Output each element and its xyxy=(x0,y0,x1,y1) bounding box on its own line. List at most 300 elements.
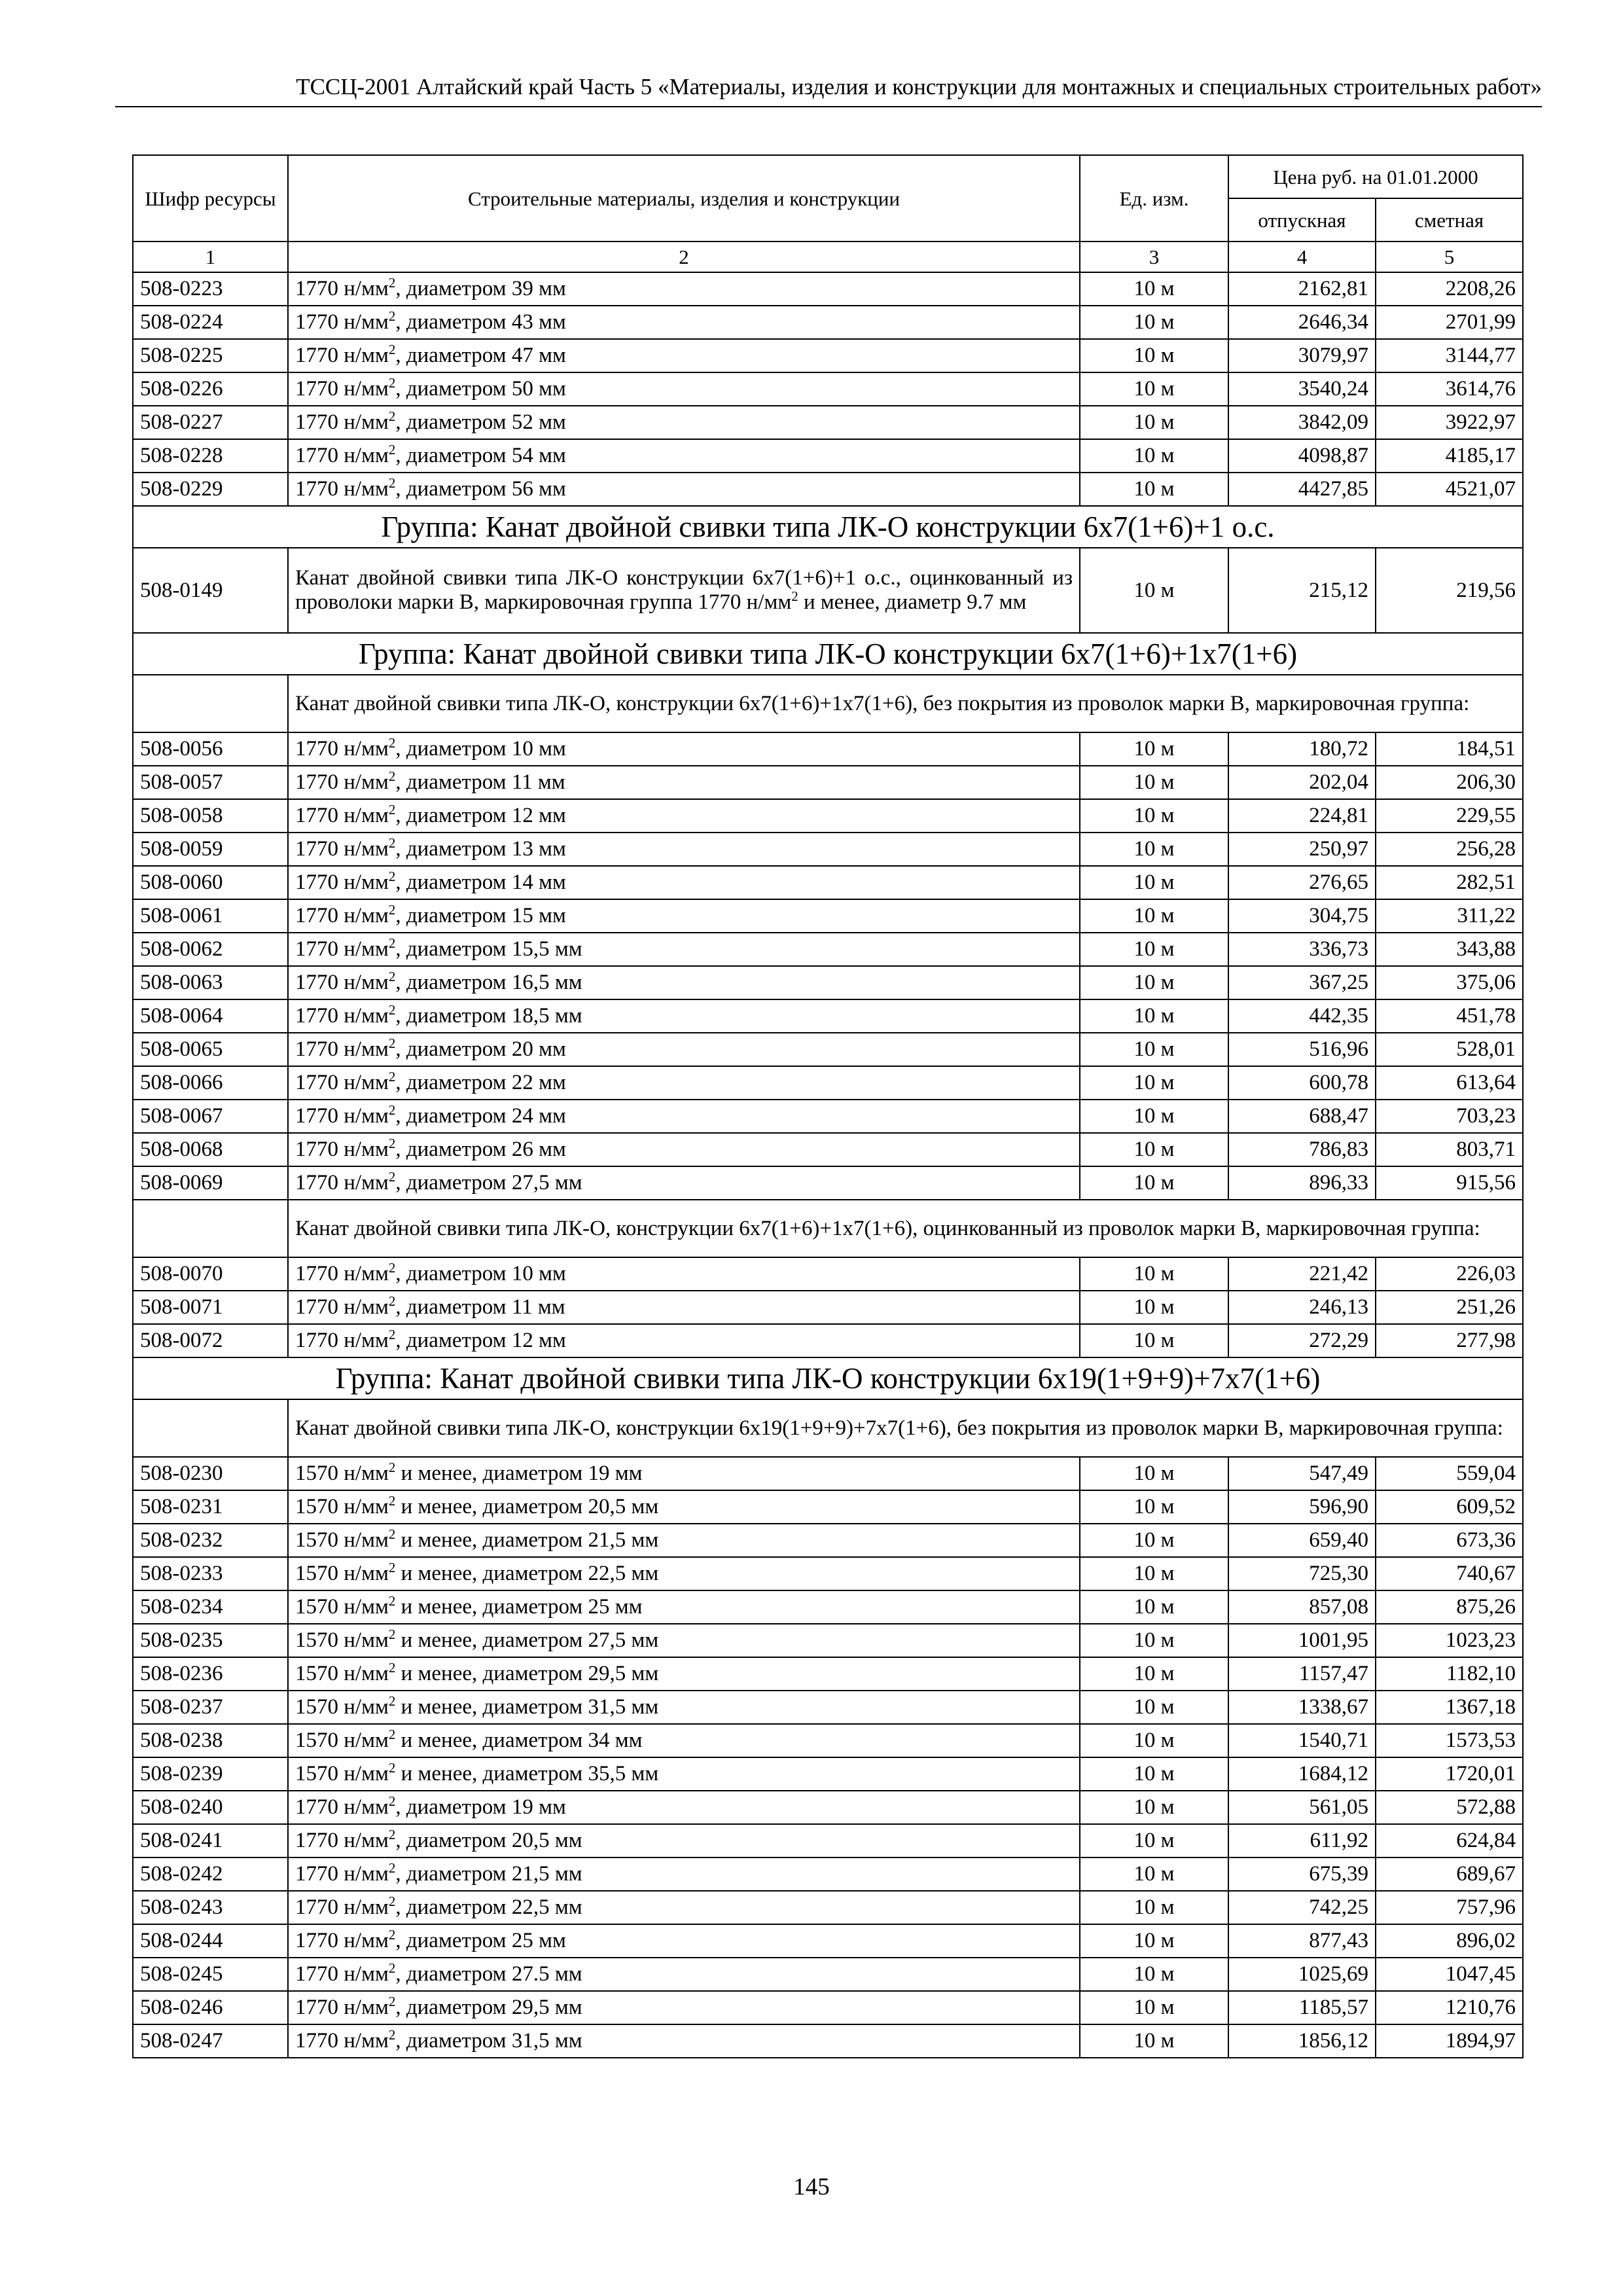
material-description xyxy=(288,1590,1080,1624)
release-price: 304,75 xyxy=(1228,899,1376,933)
estimate-price: 703,23 xyxy=(1376,1100,1523,1133)
description-text: и менее, диаметром 27,5 мм xyxy=(395,1628,659,1652)
estimate-price: 451,78 xyxy=(1376,999,1523,1033)
superscript: 2 xyxy=(388,442,396,457)
column-number: 2 xyxy=(288,242,1080,272)
subgroup-intro-row xyxy=(133,675,1523,732)
unit-cell: 10 м xyxy=(1080,406,1228,439)
superscript: 2 xyxy=(388,475,396,491)
estimate-price: 4185,17 xyxy=(1376,439,1523,473)
superscript: 2 xyxy=(388,935,396,951)
release-price: 611,92 xyxy=(1228,1824,1376,1857)
header-release-price: отпускная xyxy=(1228,198,1376,242)
superscript: 2 xyxy=(388,1793,396,1809)
description-text: , диаметром 47 мм xyxy=(395,344,566,367)
empty-cell xyxy=(133,1399,288,1457)
superscript: 2 xyxy=(388,1002,396,1018)
column-number: 4 xyxy=(1228,242,1376,272)
release-price: 1856,12 xyxy=(1228,2024,1376,2058)
description-text: , диаметром 39 мм xyxy=(395,277,566,300)
unit-cell: 10 м xyxy=(1080,1624,1228,1657)
estimate-price: 256,28 xyxy=(1376,833,1523,866)
description-text: 1570 н/мм xyxy=(295,1662,389,1685)
description-text: 1770 н/мм xyxy=(295,1037,389,1061)
material-description xyxy=(288,999,1080,1033)
table-row xyxy=(133,1100,1523,1133)
estimate-price: 226,03 xyxy=(1376,1257,1523,1291)
material-description xyxy=(288,1324,1080,1357)
superscript: 2 xyxy=(791,588,798,604)
superscript: 2 xyxy=(388,1069,396,1085)
material-description xyxy=(288,966,1080,999)
description-text: , диаметром 25 мм xyxy=(395,1929,566,1952)
description-text: , диаметром 27,5 мм xyxy=(395,1171,582,1194)
material-description xyxy=(288,1991,1080,2024)
resource-code: 508-0071 xyxy=(133,1291,288,1324)
material-description xyxy=(288,1490,1080,1524)
table-row xyxy=(133,732,1523,766)
group-heading: Группа: Канат двойной свивки типа ЛК-О конструкции 6х7(1+6)+1х7(1+6) xyxy=(133,633,1523,675)
estimate-price: 915,56 xyxy=(1376,1166,1523,1200)
estimate-price: 1720,01 xyxy=(1376,1757,1523,1791)
estimate-price: 689,67 xyxy=(1376,1857,1523,1891)
table-row xyxy=(133,1657,1523,1691)
resource-code: 508-0239 xyxy=(133,1757,288,1791)
unit-cell: 10 м xyxy=(1080,1557,1228,1590)
release-price: 367,25 xyxy=(1228,966,1376,999)
superscript: 2 xyxy=(388,1660,396,1676)
release-price: 675,39 xyxy=(1228,1857,1376,1891)
release-price: 786,83 xyxy=(1228,1133,1376,1166)
material-description xyxy=(288,406,1080,439)
description-text: и менее, диаметром 22,5 мм xyxy=(395,1562,659,1585)
empty-cell xyxy=(133,675,288,732)
table-row xyxy=(133,1524,1523,1557)
unit-cell: 10 м xyxy=(1080,306,1228,339)
description-text: и менее, диаметром 29,5 мм xyxy=(395,1662,659,1685)
material-description xyxy=(288,833,1080,866)
estimate-price: 1367,18 xyxy=(1376,1691,1523,1724)
estimate-price: 4521,07 xyxy=(1376,473,1523,506)
material-description xyxy=(288,1657,1080,1691)
superscript: 2 xyxy=(388,1327,396,1342)
release-price: 742,25 xyxy=(1228,1891,1376,1924)
description-text: и менее, диаметром 31,5 мм xyxy=(395,1695,659,1719)
release-price: 4098,87 xyxy=(1228,439,1376,473)
description-text: 1770 н/мм xyxy=(295,377,389,401)
header-price-group: Цена руб. на 01.01.2000 xyxy=(1228,155,1523,198)
resource-code: 508-0237 xyxy=(133,1691,288,1724)
superscript: 2 xyxy=(388,2027,396,2043)
table-row xyxy=(133,406,1523,439)
description-text: 1570 н/мм xyxy=(295,1495,389,1518)
estimate-price: 375,06 xyxy=(1376,966,1523,999)
superscript: 2 xyxy=(388,1994,396,2009)
description-text: , диаметром 27.5 мм xyxy=(395,1962,582,1986)
release-price: 1001,95 xyxy=(1228,1624,1376,1657)
material-description xyxy=(288,1924,1080,1958)
resource-code: 508-0057 xyxy=(133,766,288,799)
superscript: 2 xyxy=(388,1460,396,1475)
description-text: 1770 н/мм xyxy=(295,1929,389,1952)
subgroup-description: Канат двойной свивки типа ЛК-О, конструкции 6х7(1+6)+1х7(1+6), оцинкованный из проволок марки В, маркировочная группа: xyxy=(288,1200,1523,1257)
description-text: 1770 н/мм xyxy=(295,971,389,994)
material-description xyxy=(288,1457,1080,1490)
superscript: 2 xyxy=(388,1136,396,1151)
description-text: , диаметром 14 мм xyxy=(395,870,566,894)
table-row xyxy=(133,1457,1523,1490)
table-row xyxy=(133,1991,1523,2024)
description-text: , диаметром 20,5 мм xyxy=(395,1829,582,1852)
table-row xyxy=(133,899,1523,933)
description-text: и менее, диаметром 35,5 мм xyxy=(395,1762,659,1785)
subgroup-intro-row xyxy=(133,1200,1523,1257)
superscript: 2 xyxy=(388,308,396,324)
estimate-price: 1210,76 xyxy=(1376,1991,1523,2024)
table-row xyxy=(133,372,1523,406)
table-head xyxy=(133,155,1523,272)
description-text: 1770 н/мм xyxy=(295,1171,389,1194)
unit-cell: 10 м xyxy=(1080,548,1228,633)
material-description xyxy=(288,1100,1080,1133)
material-description xyxy=(288,1958,1080,1991)
resource-code: 508-0236 xyxy=(133,1657,288,1691)
description-text: 1770 н/мм xyxy=(295,770,389,794)
table-row xyxy=(133,339,1523,372)
release-price: 3540,24 xyxy=(1228,372,1376,406)
release-price: 272,29 xyxy=(1228,1324,1376,1357)
superscript: 2 xyxy=(388,1102,396,1118)
superscript: 2 xyxy=(388,1727,396,1742)
description-text: , диаметром 18,5 мм xyxy=(395,1004,582,1028)
description-text: 1770 н/мм xyxy=(295,1329,389,1352)
table-row xyxy=(133,766,1523,799)
description-text: 1770 н/мм xyxy=(295,737,389,761)
unit-cell: 10 м xyxy=(1080,833,1228,866)
description-text: 1770 н/мм xyxy=(295,1829,389,1852)
material-description xyxy=(288,766,1080,799)
release-price: 596,90 xyxy=(1228,1490,1376,1524)
resource-code: 508-0235 xyxy=(133,1624,288,1657)
description-text: 1570 н/мм xyxy=(295,1562,389,1585)
description-text: 1770 н/мм xyxy=(295,444,389,467)
column-number: 3 xyxy=(1080,242,1228,272)
resource-code: 508-0232 xyxy=(133,1524,288,1557)
table-row xyxy=(133,1891,1523,1924)
unit-cell: 10 м xyxy=(1080,732,1228,766)
material-description xyxy=(288,866,1080,899)
resource-code: 508-0233 xyxy=(133,1557,288,1590)
release-price: 1185,57 xyxy=(1228,1991,1376,2024)
description-text: 1570 н/мм xyxy=(295,1729,389,1752)
table-row xyxy=(133,1291,1523,1324)
material-description xyxy=(288,899,1080,933)
description-text: 1770 н/мм xyxy=(295,344,389,367)
table-row xyxy=(133,439,1523,473)
superscript: 2 xyxy=(388,375,396,391)
estimate-price: 803,71 xyxy=(1376,1133,1523,1166)
description-text: 1770 н/мм xyxy=(295,1004,389,1028)
material-description xyxy=(288,1724,1080,1757)
estimate-price: 229,55 xyxy=(1376,799,1523,833)
resource-code: 508-0149 xyxy=(133,548,288,633)
page-number: 145 xyxy=(793,2174,830,2200)
description-text: 1770 н/мм xyxy=(295,277,389,300)
material-description xyxy=(288,439,1080,473)
material-description xyxy=(288,306,1080,339)
superscript: 2 xyxy=(388,275,396,291)
description-text: , диаметром 24 мм xyxy=(395,1104,566,1128)
material-description xyxy=(288,799,1080,833)
release-price: 1540,71 xyxy=(1228,1724,1376,1757)
unit-cell: 10 м xyxy=(1080,1924,1228,1958)
unit-cell: 10 м xyxy=(1080,1133,1228,1166)
unit-cell: 10 м xyxy=(1080,372,1228,406)
description-text: 1770 н/мм xyxy=(295,310,389,334)
estimate-price: 2208,26 xyxy=(1376,272,1523,306)
description-text: 1570 н/мм xyxy=(295,1695,389,1719)
description-text: , диаметром 12 мм xyxy=(395,804,566,827)
unit-cell: 10 м xyxy=(1080,1857,1228,1891)
estimate-price: 559,04 xyxy=(1376,1457,1523,1490)
description-text: , диаметром 26 мм xyxy=(395,1138,566,1161)
table-row xyxy=(133,999,1523,1033)
estimate-price: 277,98 xyxy=(1376,1324,1523,1357)
material-description xyxy=(288,1166,1080,1200)
resource-code: 508-0247 xyxy=(133,2024,288,2058)
release-price: 442,35 xyxy=(1228,999,1376,1033)
material-description xyxy=(288,473,1080,506)
description-text: 1770 н/мм xyxy=(295,804,389,827)
superscript: 2 xyxy=(388,1960,396,1976)
description-text: , диаметром 11 мм xyxy=(395,1295,565,1319)
resource-code: 508-0241 xyxy=(133,1824,288,1857)
resource-code: 508-0223 xyxy=(133,272,288,306)
superscript: 2 xyxy=(388,408,396,424)
table-row xyxy=(133,548,1523,633)
superscript: 2 xyxy=(388,1927,396,1943)
unit-cell: 10 м xyxy=(1080,272,1228,306)
release-price: 224,81 xyxy=(1228,799,1376,833)
superscript: 2 xyxy=(388,1169,396,1185)
superscript: 2 xyxy=(388,1593,396,1609)
description-text: и менее, диаметром 21,5 мм xyxy=(395,1528,659,1552)
description-text: 1570 н/мм xyxy=(295,1528,389,1552)
unit-cell: 10 м xyxy=(1080,899,1228,933)
resource-code: 508-0065 xyxy=(133,1033,288,1066)
superscript: 2 xyxy=(388,735,396,751)
description-text: , диаметром 54 мм xyxy=(395,444,566,467)
description-text: 1770 н/мм xyxy=(295,1071,389,1094)
release-price: 561,05 xyxy=(1228,1791,1376,1824)
release-price: 896,33 xyxy=(1228,1166,1376,1200)
unit-cell: 10 м xyxy=(1080,339,1228,372)
material-description xyxy=(288,1757,1080,1791)
estimate-price: 1182,10 xyxy=(1376,1657,1523,1691)
unit-cell: 10 м xyxy=(1080,1524,1228,1557)
description-text: 1770 н/мм xyxy=(295,1962,389,1986)
description-text: и менее, диаметром 25 мм xyxy=(395,1595,643,1619)
table-row xyxy=(133,1824,1523,1857)
table-body xyxy=(133,272,1523,2058)
subgroup-description: Канат двойной свивки типа ЛК-О, конструкции 6х7(1+6)+1х7(1+6), без покрытия из проволок марки В, маркировочная группа: xyxy=(288,675,1523,732)
resource-code: 508-0242 xyxy=(133,1857,288,1891)
material-description xyxy=(288,372,1080,406)
superscript: 2 xyxy=(388,1260,396,1276)
resource-code: 508-0069 xyxy=(133,1166,288,1200)
resource-code: 508-0062 xyxy=(133,933,288,966)
unit-cell: 10 м xyxy=(1080,1991,1228,2024)
release-price: 857,08 xyxy=(1228,1590,1376,1624)
release-price: 246,13 xyxy=(1228,1291,1376,1324)
table-row xyxy=(133,1133,1523,1166)
unit-cell: 10 м xyxy=(1080,1958,1228,1991)
material-description xyxy=(288,933,1080,966)
release-price: 221,42 xyxy=(1228,1257,1376,1291)
unit-cell: 10 м xyxy=(1080,866,1228,899)
description-text: и менее, диаметром 19 мм xyxy=(395,1462,643,1485)
estimate-price: 896,02 xyxy=(1376,1924,1523,1958)
release-price: 877,43 xyxy=(1228,1924,1376,1958)
table-row xyxy=(133,833,1523,866)
unit-cell: 10 м xyxy=(1080,473,1228,506)
description-text: , диаметром 43 мм xyxy=(395,310,566,334)
estimate-price: 740,67 xyxy=(1376,1557,1523,1590)
description-text: , диаметром 29,5 мм xyxy=(395,1996,582,2019)
subgroup-description: Канат двойной свивки типа ЛК-О, конструкции 6х19(1+9+9)+7х7(1+6), без покрытия из проволок марки В, маркировочная группа: xyxy=(288,1399,1523,1457)
estimate-price: 528,01 xyxy=(1376,1033,1523,1066)
resource-code: 508-0228 xyxy=(133,439,288,473)
unit-cell: 10 м xyxy=(1080,1291,1228,1324)
table-row xyxy=(133,2024,1523,2058)
release-price: 4427,85 xyxy=(1228,473,1376,506)
description-text: , диаметром 10 мм xyxy=(395,1262,566,1285)
estimate-price: 757,96 xyxy=(1376,1891,1523,1924)
table-row xyxy=(133,1324,1523,1357)
description-text: 1770 н/мм xyxy=(295,1104,389,1128)
description-text: , диаметром 22 мм xyxy=(395,1071,566,1094)
resource-code: 508-0060 xyxy=(133,866,288,899)
superscript: 2 xyxy=(388,1293,396,1309)
table-row xyxy=(133,1624,1523,1657)
material-description xyxy=(288,1691,1080,1724)
estimate-price: 282,51 xyxy=(1376,866,1523,899)
description-text: 1770 н/мм xyxy=(295,870,389,894)
release-price: 2162,81 xyxy=(1228,272,1376,306)
estimate-price: 206,30 xyxy=(1376,766,1523,799)
header-rule xyxy=(115,106,1542,107)
resource-code: 508-0246 xyxy=(133,1991,288,2024)
header-estimate-price: сметная xyxy=(1376,198,1523,242)
release-price: 202,04 xyxy=(1228,766,1376,799)
superscript: 2 xyxy=(388,802,396,817)
unit-cell: 10 м xyxy=(1080,439,1228,473)
resource-code: 508-0244 xyxy=(133,1924,288,1958)
table-row xyxy=(133,1590,1523,1624)
material-description xyxy=(288,732,1080,766)
description-text: 1770 н/мм xyxy=(295,477,389,501)
resource-code: 508-0245 xyxy=(133,1958,288,1991)
description-text: , диаметром 15 мм xyxy=(395,904,566,927)
unit-cell: 10 м xyxy=(1080,1657,1228,1691)
release-price: 725,30 xyxy=(1228,1557,1376,1590)
description-text: , диаметром 13 мм xyxy=(395,837,566,861)
estimate-price: 219,56 xyxy=(1376,548,1523,633)
unit-cell: 10 м xyxy=(1080,1891,1228,1924)
superscript: 2 xyxy=(388,1827,396,1842)
release-price: 3842,09 xyxy=(1228,406,1376,439)
group-heading-row xyxy=(133,506,1523,548)
estimate-price: 613,64 xyxy=(1376,1066,1523,1100)
table-row xyxy=(133,1066,1523,1100)
resource-code: 508-0056 xyxy=(133,732,288,766)
estimate-price: 1573,53 xyxy=(1376,1724,1523,1757)
resource-code: 508-0229 xyxy=(133,473,288,506)
resource-code: 508-0243 xyxy=(133,1891,288,1924)
description-text: , диаметром 19 мм xyxy=(395,1795,566,1819)
description-text: 1770 н/мм xyxy=(295,1862,389,1886)
estimate-price: 3144,77 xyxy=(1376,339,1523,372)
release-price: 688,47 xyxy=(1228,1100,1376,1133)
resource-code: 508-0230 xyxy=(133,1457,288,1490)
material-description xyxy=(288,2024,1080,2058)
superscript: 2 xyxy=(388,869,396,884)
description-text: , диаметром 21,5 мм xyxy=(395,1862,582,1886)
superscript: 2 xyxy=(388,1626,396,1642)
table-row xyxy=(133,1924,1523,1958)
group-heading: Группа: Канат двойной свивки типа ЛК-О конструкции 6х19(1+9+9)+7х7(1+6) xyxy=(133,1357,1523,1399)
estimate-price: 251,26 xyxy=(1376,1291,1523,1324)
resource-code: 508-0066 xyxy=(133,1066,288,1100)
unit-cell: 10 м xyxy=(1080,1324,1228,1357)
description-text: 1770 н/мм xyxy=(295,1262,389,1285)
unit-cell: 10 м xyxy=(1080,1791,1228,1824)
description-text: 1570 н/мм xyxy=(295,1462,389,1485)
description-text: , диаметром 50 мм xyxy=(395,377,566,401)
resource-code: 508-0067 xyxy=(133,1100,288,1133)
table-row xyxy=(133,1166,1523,1200)
estimate-price: 624,84 xyxy=(1376,1824,1523,1857)
group-heading: Группа: Канат двойной свивки типа ЛК-О конструкции 6х7(1+6)+1 о.с. xyxy=(133,506,1523,548)
unit-cell: 10 м xyxy=(1080,1033,1228,1066)
material-description xyxy=(288,1824,1080,1857)
description-text: , диаметром 12 мм xyxy=(395,1329,566,1352)
material-description xyxy=(288,548,1080,633)
resource-code: 508-0072 xyxy=(133,1324,288,1357)
table-row xyxy=(133,306,1523,339)
resource-code: 508-0058 xyxy=(133,799,288,833)
resource-code: 508-0061 xyxy=(133,899,288,933)
superscript: 2 xyxy=(388,1893,396,1909)
estimate-price: 3614,76 xyxy=(1376,372,1523,406)
header-unit: Ед. изм. xyxy=(1080,155,1228,242)
material-description xyxy=(288,1857,1080,1891)
release-price: 1157,47 xyxy=(1228,1657,1376,1691)
resource-code: 508-0059 xyxy=(133,833,288,866)
unit-cell: 10 м xyxy=(1080,1490,1228,1524)
description-text: , диаметром 56 мм xyxy=(395,477,566,501)
description-text: и менее, диаметром 34 мм xyxy=(395,1729,643,1752)
material-description xyxy=(288,1133,1080,1166)
table-row xyxy=(133,1490,1523,1524)
superscript: 2 xyxy=(388,1526,396,1542)
superscript: 2 xyxy=(388,768,396,784)
resource-code: 508-0238 xyxy=(133,1724,288,1757)
description-text: 1570 н/мм xyxy=(295,1628,389,1652)
resource-code: 508-0063 xyxy=(133,966,288,999)
table-row xyxy=(133,866,1523,899)
estimate-price: 572,88 xyxy=(1376,1791,1523,1824)
